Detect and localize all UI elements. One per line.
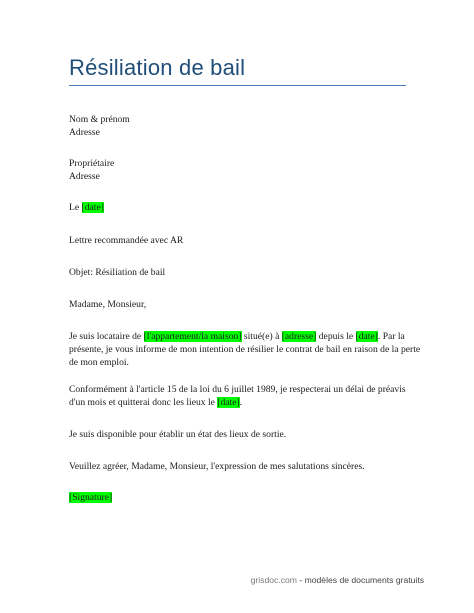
signature-line <box>69 491 112 504</box>
sender-address: Adresse <box>69 127 100 138</box>
property-placeholder: [l'appartement/la maison] <box>143 331 242 342</box>
document-title: Résiliation de bail <box>69 55 246 80</box>
date-line <box>69 201 104 214</box>
paragraph2-line2 <box>69 396 242 409</box>
leave-date-placeholder: [date] <box>217 397 240 408</box>
footer-tagline: - modèles de documents gratuits <box>296 575 424 585</box>
paragraph2-line1: Conformément à l'article 15 de la loi du 6 juillet 1989, je respecterai un délai de préavis <box>69 384 406 395</box>
mail-type: Lettre recommandée avec AR <box>69 235 184 246</box>
p2-end: . <box>239 397 243 408</box>
recipient-address: Adresse <box>69 171 100 182</box>
footer-site: grisdoc.com <box>250 575 297 585</box>
p1-text1: Je suis locataire de <box>69 331 144 342</box>
signature-placeholder: [Signature] <box>69 492 113 503</box>
p1-text3: depuis le <box>316 331 356 342</box>
paragraph3: Je suis disponible pour établir un état des lieux de sortie. <box>69 429 287 440</box>
recipient-name: Propriétaire <box>69 158 115 169</box>
sender-name: Nom & prénom <box>69 114 130 125</box>
date-placeholder: [date] <box>81 202 104 213</box>
date-prefix: Le <box>69 202 82 213</box>
since-date-placeholder: [date] <box>355 331 378 342</box>
p2-text: d'un mois et quitterai donc les lieux le <box>69 397 218 408</box>
title-divider <box>69 85 406 86</box>
footer <box>251 575 424 585</box>
address-placeholder: [adresse] <box>281 331 317 342</box>
paragraph1-line1 <box>69 330 405 343</box>
subject-line: Objet: Résiliation de bail <box>69 267 166 278</box>
p1-text4: . Par la <box>377 331 405 342</box>
salutation: Madame, Monsieur, <box>69 299 147 310</box>
paragraph1-line3: de mon emploi. <box>69 357 129 368</box>
p1-text2: situé(e) à <box>241 331 282 342</box>
closing-line: Veuillez agréer, Madame, Monsieur, l'expression de mes salutations sincères. <box>69 461 365 472</box>
paragraph1-line2: présente, je vous informe de mon intention de résilier le contrat de bail en raison de la perte <box>69 344 421 355</box>
